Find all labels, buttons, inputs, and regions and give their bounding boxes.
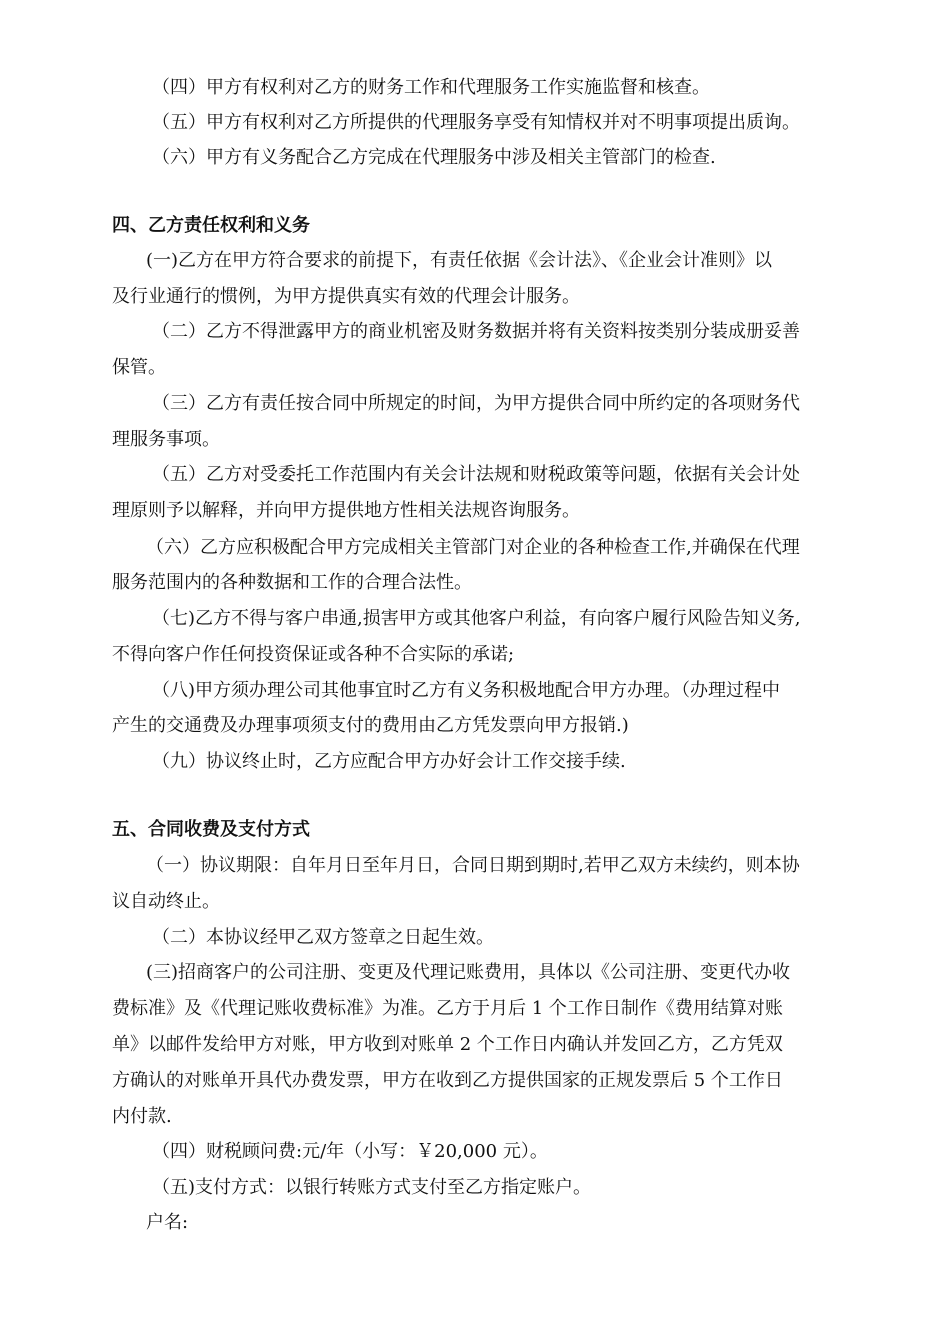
clause-5-3-line3: 单》以邮件发给甲方对账，甲方收到对账单 2 个工作日内确认并发回乙方，乙方凭双 [112, 1034, 783, 1055]
clause-3-5: （五）甲方有权利对乙方所提供的代理服务享受有知情权并对不明事项提出质询。 [152, 112, 800, 133]
clause-5-1-line2: 议自动终止。 [112, 891, 220, 912]
clause-4-1-line1: (一)乙方在甲方符合要求的前提下，有责任依据《会计法》、《企业会计准则》以 [146, 250, 773, 271]
clause-4-7-line1: （七)乙方不得与客户串通,损害甲方或其他客户利益，有向客户履行风险告知义务, [152, 608, 801, 629]
clause-5-3-line2: 费标准》及《代理记账收费标准》为准。乙方于月后 1 个工作日制作《费用结算对账 [112, 998, 783, 1019]
clause-5-1-line1: （一）协议期限：自年月日至年月日，合同日期到期时,若甲乙双方未续约，则本协 [146, 855, 800, 876]
clause-4-8-line2: 产生的交通费及办理事项须支付的费用由乙方凭发票向甲方报销.) [112, 715, 629, 736]
section-5-heading: 五、合同收费及支付方式 [112, 819, 310, 840]
clause-4-2-line2: 保管。 [112, 357, 166, 378]
clause-4-6-line1: （六）乙方应积极配合甲方完成相关主管部门对企业的各种检查工作,并确保在代理 [146, 537, 800, 558]
clause-4-2-line1: （二）乙方不得泄露甲方的商业机密及财务数据并将有关资料按类别分装成册妥善 [152, 321, 800, 342]
clause-3-6: （六）甲方有义务配合乙方完成在代理服务中涉及相关主管部门的检查. [152, 147, 716, 168]
clause-5-4: （四）财税顾问费:元/年（小写：￥20,000 元）。 [152, 1141, 548, 1162]
clause-4-7-line2: 不得向客户作任何投资保证或各种不合实际的承诺; [112, 644, 515, 665]
clause-3-4: （四）甲方有权利对乙方的财务工作和代理服务工作实施监督和核查。 [152, 77, 710, 98]
clause-4-6-line2: 服务范围内的各种数据和工作的合理合法性。 [112, 572, 472, 593]
clause-5-3-line5: 内付款. [112, 1106, 172, 1127]
clause-5-3-line4: 方确认的对账单开具代办费发票，甲方在收到乙方提供国家的正规发票后 5 个工作日 [112, 1070, 783, 1091]
clause-4-1-line2: 及行业通行的惯例，为甲方提供真实有效的代理会计服务。 [112, 286, 580, 307]
clause-4-3-line1: （三）乙方有责任按合同中所规定的时间，为甲方提供合同中所约定的各项财务代 [152, 393, 800, 414]
clause-4-5-line1: （五）乙方对受委托工作范围内有关会计法规和财税政策等问题，依据有关会计处 [152, 464, 800, 485]
clause-5-2: （二）本协议经甲乙双方签章之日起生效。 [152, 927, 494, 948]
clause-5-5: （五)支付方式：以银行转账方式支付至乙方指定账户。 [152, 1177, 592, 1198]
clause-4-9: （九）协议终止时，乙方应配合甲方办好会计工作交接手续. [152, 751, 626, 772]
clause-4-8-line1: （八)甲方须办理公司其他事宜时乙方有义务积极地配合甲方办理。（办理过程中 [152, 680, 781, 701]
clause-5-3-line1: (三)招商客户的公司注册、变更及代理记账费用，具体以《公司注册、变更代办收 [146, 962, 791, 983]
clause-4-5-line2: 理原则予以解释，并向甲方提供地方性相关法规咨询服务。 [112, 500, 580, 521]
section-4-heading: 四、乙方责任权利和义务 [112, 215, 310, 236]
account-name-label: 户名: [146, 1212, 189, 1233]
clause-4-3-line2: 理服务事项。 [112, 429, 220, 450]
